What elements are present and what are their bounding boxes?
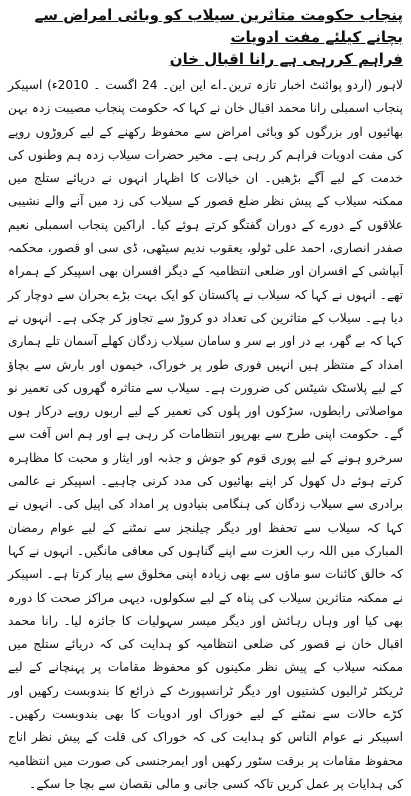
headline-line-2 bbox=[8, 48, 403, 70]
article-headline bbox=[8, 4, 403, 70]
article-body: لاہور (اردو پوائنٹ اخبار تازہ ترین۔اے این این۔ 24 اگست ۔ 2010ء) اسپیکر پنجاب اسمبلی رانا محمد اقبال خان نے کہا کہ حکومت پنجاب مصیبت زدہ بہن بھائیوں اور بزرگوں کو وبائی امراض سے محفوظ رکھنے کے لیے کروڑوں روپے کی مفت ادویات فراہم کر رہی ہے۔ مخیر حضرات سیلاب زدہ ہم وطنوں کی خدمت کے لیے آگے بڑھیں۔ ان خیالات کا اظہار انہوں نے دریائے ستلج میں ممکنہ سیلاب کے پیش نظر ضلع قصور کے سیلاب کی زد میں آنے والے نشیبی علاقوں کے دورے کے دوران گفتگو کرتے ہوئے کیا۔ اراکین پنجاب اسمبلی نعیم صفدر انصاری، احمد علی ٹولو، یعقوب ندیم سیٹھی، ڈی سی او قصور، محکمہ آبپاشی کے افسران اور ضلعی انتظامیہ کے دیگر افسران بھی اسپیکر کے ہمراہ تھے۔ انہوں نے کہا کہ سیلاب نے پاکستان کو ایک بہت بڑے بحران سے دوچار کر دیا ہے۔ سیلاب کے متاثرین کی تعداد دو کروڑ سے تجاوز کر چکی ہے۔ انہوں نے کہا کہ بے گھر، بے در اور بے سر و سامان سیلاب زدگان کھلے آسمان تلے ہماری امداد کے منتظر ہیں انہیں فوری طور پر خوراک، خیموں اور بارش سے بچاؤ کے لیے پلاسٹک شیٹس کی ضرورت ہے۔ سیلاب سے متاثرہ گھروں کی تعمیر نو مواصلاتی رابطوں، سڑکوں اور پلوں کی تعمیر کے لیے اربوں روپے درکار ہوں گے۔ حکومت اپنی طرح سے بھرپور انتظامات کر رہی ہے اور ہم اس آفت سے سرخرو ہونے کے لیے پوری قوم کو جوش و جذبہ اور ایثار و محبت کا مظاہرہ کرتے ہوئے دل کھول کر اپنے بھائیوں کی مدد کرنی چاہیے۔ اسپیکر نے عالمی برادری سے سیلاب زدگان کی ہنگامی بنیادوں پر امداد کی اپیل کی۔ انہوں نے کہا کہ سیلاب سے تحفظ اور دیگر چیلنجز سے نمٹنے کے لیے عوام رمضان المبارک میں اللہ رب العزت سے اپنے گناہوں کی معافی مانگیں۔ انہوں نے کہا کہ خالق کائنات سو ماؤں سے بھی زیادہ اپنی مخلوق سے پیار کرتا ہے۔ اسپیکر نے ممکنہ متاثرین سیلاب کی پناہ کے لیے سکولوں، دیہی مراکز صحت کا دورہ بھی کیا اور وہاں رہائش اور دیگر میسر سہولیات کا جائزہ لیا۔ رانا محمد اقبال خان نے قصور کی ضلعی انتظامیہ کو ہدایت کی کہ دریائے ستلج میں ممکنہ سیلاب کے پیش نظر مکینوں کو محفوظ مقامات پر پہنچانے کے لیے ٹریکٹر ٹرالیوں کشتیوں اور دیگر ٹرانسپورٹ کے ذرائع کا بندوبست رکھیں اور کڑے حالات سے نمٹنے کے لیے خوراک اور ادویات کا بھی بندوبست رکھیں۔ اسپیکر نے عوام الناس کو ہدایت کی کہ خوراک کی قلت کے پیش نظر اناج محفوظ مقامات پر برقت سٹور رکھیں اور ایمرجنسی کی صورت میں انتظامیہ کی ہدایات پر عمل کریں تاکہ کسی جانی و مالی نقصان سے بچا جا سکے۔ bbox=[8, 78, 403, 791]
headline-line-1-text: پنجاب حکومت متاثرین سیلاب کو وبائی امراض سے بچانے کیلئے مفت ادویات bbox=[34, 6, 403, 46]
headline-line-2-text: فراہم کررہی ہے رانا اقبال خان bbox=[169, 50, 403, 68]
headline-line-1 bbox=[8, 4, 403, 48]
